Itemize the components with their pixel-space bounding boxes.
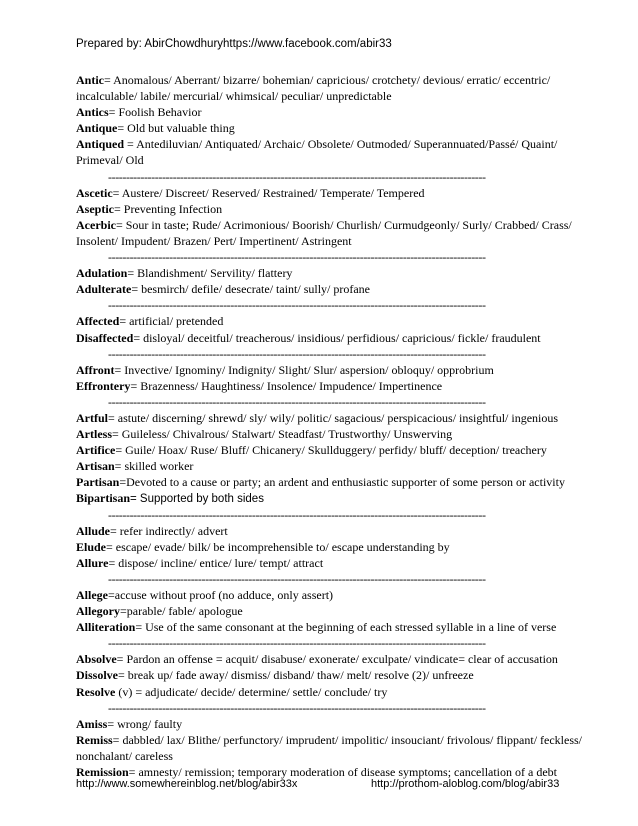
word-entry — [76, 651, 576, 667]
word-entry — [76, 555, 576, 571]
separator-line: --------------------------------------------------------------------------------------------------------- — [108, 298, 486, 313]
entry-definition: = skilled worker — [114, 459, 194, 474]
entry-definition: = break up/ fade away/ dismiss/ disband/ thaw/ melt/ resolve (2)/ unfreeze — [118, 668, 474, 683]
entry-word: Affront — [76, 362, 115, 377]
entry-word: Allege — [76, 588, 108, 602]
word-entry — [76, 410, 576, 426]
entry-definition: = Blandishment/ Servility/ flattery — [127, 266, 293, 281]
entry-definition: = Supported by both sides — [130, 493, 264, 506]
entry-definition: = wrong/ faulty — [107, 716, 183, 731]
word-entry — [76, 136, 576, 152]
word-entry — [76, 732, 583, 748]
entry-word: Bipartisan — [76, 491, 131, 506]
word-entry — [76, 217, 576, 233]
entry-definition: = Anomalous/ Aberrant/ bizarre/ bohemian/ capricious/ crotchety/ devious/ erratic/ eccentric/ — [104, 73, 551, 87]
entry-word: Absolve — [76, 652, 117, 667]
word-entry — [76, 442, 576, 458]
entry-word: Amiss — [76, 716, 108, 731]
separator-line: --------------------------------------------------------------------------------------------------------- — [108, 636, 486, 651]
entry-word: Artless — [76, 427, 112, 442]
separator-line: --------------------------------------------------------------------------------------------------------- — [108, 394, 486, 409]
definition-continuation: nonchalant/ careless — [76, 748, 173, 763]
entry-word: Disaffected — [76, 330, 134, 345]
word-entry — [76, 474, 576, 490]
entry-definition: = Invective/ Ignominy/ Indignity/ Slight/ Slur/ aspersion/ obloquy/ opprobrium — [114, 362, 494, 377]
word-entry — [76, 667, 576, 683]
word-list — [76, 72, 583, 780]
word-entry — [76, 281, 576, 297]
word-entry — [76, 490, 576, 506]
word-entry — [76, 185, 576, 201]
separator-line: --------------------------------------------------------------------------------------------------------- — [108, 700, 486, 715]
entry-definition: (v) = adjudicate/ decide/ determine/ settle/ conclude/ try — [115, 684, 388, 699]
word-entry — [76, 523, 576, 539]
entry-definition: = Guile/ Hoax/ Ruse/ Bluff/ Chicanery/ Skullduggery/ perfidy/ bluff/ deception/ treachery — [115, 443, 547, 458]
entry-definition: = Foolish Behavior — [108, 105, 202, 120]
word-entry — [76, 362, 576, 378]
entry-definition: = escape/ evade/ bilk/ be incomprehensible to/ escape understanding by — [106, 539, 450, 554]
entry-word: Antic — [76, 73, 104, 87]
word-entry — [76, 120, 576, 136]
entry-word: Affected — [76, 314, 120, 329]
entry-word: Dissolve — [76, 668, 118, 683]
separator-line: --------------------------------------------------------------------------------------------------------- — [108, 169, 486, 184]
entry-word: Ascetic — [76, 185, 113, 200]
page-header: Prepared by: AbirChowdhuryhttps://www.facebook.com/abir33 — [76, 38, 392, 50]
entry-definition: =accuse without proof (no adduce, only assert) — [108, 588, 334, 602]
entry-word: Adulterate — [76, 282, 132, 297]
entry-word: Effrontery — [76, 378, 131, 393]
entry-word: Acerbic — [76, 217, 116, 232]
entry-definition: = Preventing Infection — [114, 201, 223, 216]
word-entry — [76, 619, 576, 635]
word-entry — [76, 587, 576, 603]
entry-definition: = disloyal/ deceitful/ treacherous/ insidious/ perfidious/ capricious/ fickle/ fraudulent — [133, 330, 541, 345]
entry-word: Allude — [76, 523, 111, 538]
entry-definition: = Pardon an offense = acquit/ disabuse/ exonerate/ exculpate/ vindicate= clear of accusation — [116, 652, 558, 667]
word-entry — [76, 72, 576, 88]
entry-definition: = refer indirectly/ advert — [110, 523, 228, 538]
entry-word: Aseptic — [76, 201, 114, 216]
entry-word: Artful — [76, 410, 108, 425]
word-entry — [76, 265, 576, 281]
separator-line: --------------------------------------------------------------------------------------------------------- — [108, 507, 486, 522]
separator-line: --------------------------------------------------------------------------------------------------------- — [108, 250, 486, 265]
word-entry — [76, 426, 576, 442]
entry-word: Antics — [76, 105, 109, 120]
word-entry — [76, 104, 576, 120]
entry-definition: = dabbled/ lax/ Blithe/ perfunctory/ imprudent/ impolitic/ insouciant/ frivolous/ flippant/ feckless/ — [112, 732, 583, 747]
entry-definition: = besmirch/ defile/ desecrate/ taint/ sully/ profane — [131, 282, 371, 297]
entry-definition: = Guileless/ Chivalrous/ Stalwart/ Steadfast/ Trustworthy/ Unswerving — [112, 427, 453, 442]
entry-definition: = Use of the same consonant at the beginning of each stressed syllable in a line of verse — [135, 620, 557, 635]
word-entry — [76, 458, 576, 474]
entry-word: Remission — [76, 765, 129, 780]
entry-word: Adulation — [76, 266, 128, 281]
entry-definition: = amnesty/ remission; temporary moderation of disease symptoms; cancellation of a debt — [128, 765, 557, 780]
definition-continuation: incalculable/ labile/ mercurial/ whimsical/ peculiar/ unpredictable — [76, 89, 392, 104]
entry-word: Artisan — [76, 459, 115, 474]
entry-definition: = astute/ discerning/ shrewd/ sly/ wily/ politic/ sagacious/ perspicacious/ insightful/ ingenious — [108, 410, 559, 425]
entry-definition: = Sour in taste; Rude/ Acrimonious/ Boorish/ Churlish/ Curmudgeonly/ Surly/ Crabbed/ Crass/ — [115, 217, 572, 232]
entry-definition: = Austere/ Discreet/ Reserved/ Restrained/ Temperate/ Tempered — [112, 185, 425, 200]
word-entry — [76, 330, 576, 346]
word-entry — [76, 603, 576, 619]
entry-definition: = Old but valuable thing — [117, 121, 235, 136]
entry-definition: =parable/ fable/ apologue — [120, 604, 243, 619]
entry-word: Partisan — [76, 475, 120, 490]
definition-continuation: Primeval/ Old — [76, 153, 144, 168]
entry-word: Resolve — [76, 684, 116, 699]
separator-line: --------------------------------------------------------------------------------------------------------- — [108, 346, 486, 361]
entry-definition: = Brazenness/ Haughtiness/ Insolence/ Impudence/ Impertinence — [130, 378, 443, 393]
entry-word: Artifice — [76, 443, 116, 458]
word-entry — [76, 539, 576, 555]
entry-definition: =Devoted to a cause or party; an ardent and enthusiastic supporter of some person or activity — [119, 475, 565, 490]
entry-word: Allegory — [76, 604, 120, 619]
word-entry — [76, 684, 576, 700]
entry-word: Alliteration — [76, 620, 136, 635]
definition-continuation: Insolent/ Impudent/ Brazen/ Pert/ Impertinent/ Astringent — [76, 233, 352, 248]
entry-word: Elude — [76, 539, 107, 554]
entry-word: Allure — [76, 555, 109, 570]
footer-right-link[interactable]: http://prothom-aloblog.com/blog/abir33 — [371, 778, 560, 790]
word-entry — [76, 201, 576, 217]
entry-definition: = artificial/ pretended — [119, 314, 224, 329]
word-entry — [76, 313, 576, 329]
entry-word: Remiss — [76, 732, 113, 747]
word-entry — [76, 378, 576, 394]
separator-line: --------------------------------------------------------------------------------------------------------- — [108, 571, 486, 586]
entry-word: Antique — [76, 121, 118, 136]
footer-left-link[interactable]: http://www.somewhereinblog.net/blog/abir33x — [76, 778, 298, 790]
entry-word: Antiqued — [76, 137, 125, 152]
entry-definition: = dispose/ incline/ entice/ lure/ tempt/ attract — [108, 555, 324, 570]
word-entry — [76, 716, 576, 732]
entry-definition: = Antediluvian/ Antiquated/ Archaic/ Obsolete/ Outmoded/ Superannuated/Passé/ Quaint/ — [124, 137, 558, 152]
